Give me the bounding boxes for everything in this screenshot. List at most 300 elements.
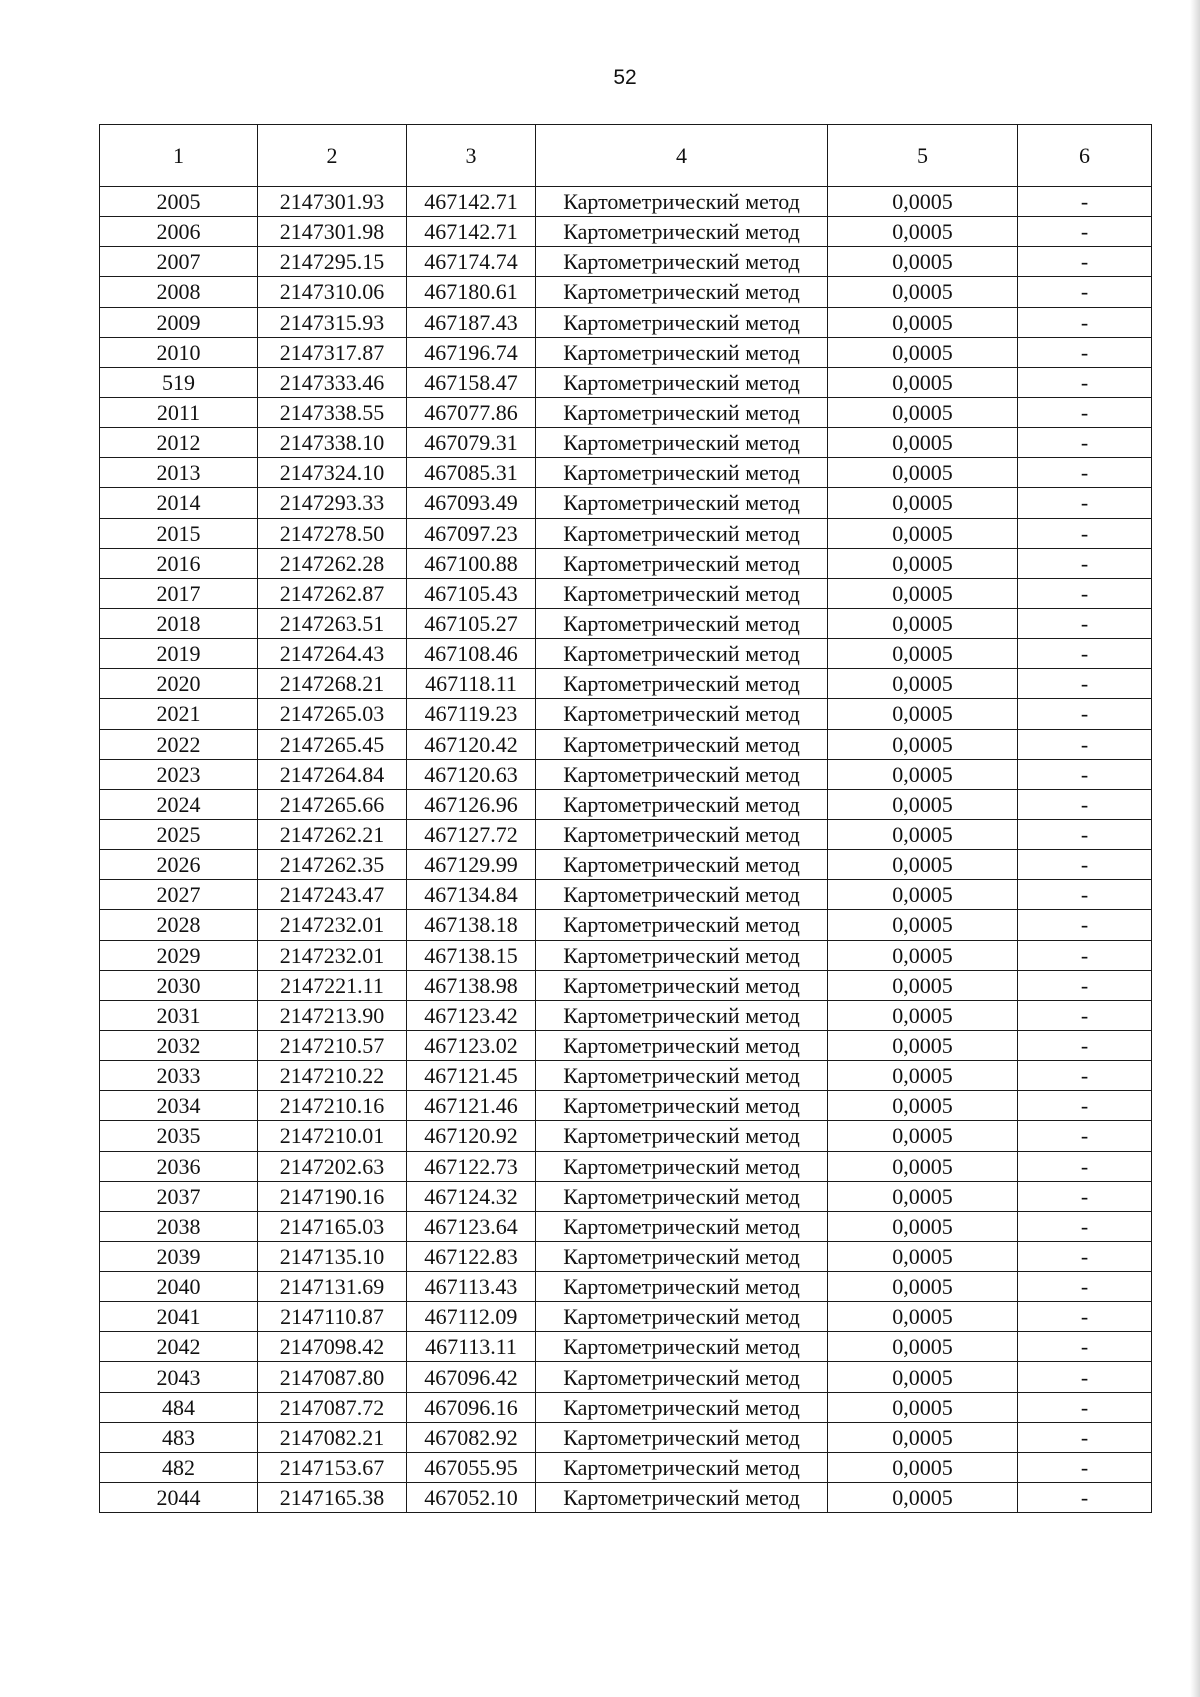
table-cell: - [1018,1211,1152,1241]
table-cell: - [1018,247,1152,277]
table-cell: - [1018,759,1152,789]
table-cell: 467126.96 [407,789,536,819]
table-cell: 0,0005 [828,910,1018,940]
table-cell: Картометрический метод [536,1272,828,1302]
table-cell: - [1018,367,1152,397]
table-cell: 2147338.55 [258,397,407,427]
table-row [100,1151,1152,1181]
table-cell: 2147098.42 [258,1332,407,1362]
table-cell: 2019 [100,639,258,669]
table-cell: 2147135.10 [258,1241,407,1271]
table-row [100,217,1152,247]
table-cell: 2147210.57 [258,1030,407,1060]
table-cell: Картометрический метод [536,548,828,578]
table-cell: - [1018,1362,1152,1392]
table-cell: 467138.15 [407,940,536,970]
table-cell: 467105.43 [407,578,536,608]
table-cell: 2013 [100,458,258,488]
table-row [100,1302,1152,1332]
table-cell: - [1018,1181,1152,1211]
table-row [100,1000,1152,1030]
table-cell: 2040 [100,1272,258,1302]
table-row [100,1091,1152,1121]
table-cell: 2021 [100,699,258,729]
table-cell: 0,0005 [828,819,1018,849]
table-cell: 2006 [100,217,258,247]
table-cell: Картометрический метод [536,1211,828,1241]
table-cell: 2147265.66 [258,789,407,819]
table-row [100,819,1152,849]
table-cell: 467180.61 [407,277,536,307]
table-cell: 467113.43 [407,1272,536,1302]
table-row [100,1121,1152,1151]
table-cell: 467077.86 [407,397,536,427]
table-cell: 2147338.10 [258,428,407,458]
table-cell: Картометрический метод [536,1422,828,1452]
table-cell: 2016 [100,548,258,578]
table-cell: 467123.02 [407,1030,536,1060]
table-cell: 0,0005 [828,1181,1018,1211]
table-row [100,1272,1152,1302]
table-cell: 0,0005 [828,1302,1018,1332]
table-row [100,1030,1152,1060]
table-cell: Картометрический метод [536,187,828,217]
table-cell: 2005 [100,187,258,217]
table-cell: 467138.18 [407,910,536,940]
table-cell: 2147264.84 [258,759,407,789]
table-row [100,428,1152,458]
table-row [100,940,1152,970]
table-cell: - [1018,940,1152,970]
table-cell: 2043 [100,1362,258,1392]
table-cell: 467113.11 [407,1332,536,1362]
table-row [100,247,1152,277]
column-header: 1 [100,125,258,187]
table-row [100,1392,1152,1422]
table-row [100,578,1152,608]
table-cell: 0,0005 [828,217,1018,247]
table-cell: - [1018,1452,1152,1482]
table-cell: - [1018,428,1152,458]
table-cell: 467174.74 [407,247,536,277]
table-cell: - [1018,1422,1152,1452]
table-cell: Картометрический метод [536,578,828,608]
table-cell: Картометрический метод [536,639,828,669]
table-cell: - [1018,1061,1152,1091]
table-row [100,850,1152,880]
table-cell: 0,0005 [828,1332,1018,1362]
table-cell: 467138.98 [407,970,536,1000]
table-cell: 2035 [100,1121,258,1151]
table-row [100,759,1152,789]
table-cell: 467123.64 [407,1211,536,1241]
table-cell: 2147087.80 [258,1362,407,1392]
table-cell: Картометрический метод [536,940,828,970]
coordinates-table [99,124,1152,1513]
table-cell: 2032 [100,1030,258,1060]
table-row [100,1332,1152,1362]
table-cell: - [1018,819,1152,849]
table-cell: 467124.32 [407,1181,536,1211]
table-cell: - [1018,639,1152,669]
table-cell: - [1018,488,1152,518]
table-cell: 2147165.03 [258,1211,407,1241]
table-row [100,910,1152,940]
table-cell: 2009 [100,307,258,337]
table-cell: 482 [100,1452,258,1482]
table-cell: - [1018,1241,1152,1271]
table-cell: Картометрический метод [536,488,828,518]
table-cell: 467079.31 [407,428,536,458]
table-cell: 2147301.98 [258,217,407,247]
table-cell: 467158.47 [407,367,536,397]
table-cell: 2147265.45 [258,729,407,759]
table-cell: 2147315.93 [258,307,407,337]
table-cell: 2044 [100,1483,258,1513]
table-cell: - [1018,608,1152,638]
table-cell: Картометрический метод [536,367,828,397]
table-cell: 2147295.15 [258,247,407,277]
table-cell: 2147265.03 [258,699,407,729]
table-row [100,1422,1152,1452]
table-cell: 2015 [100,518,258,548]
table-row [100,488,1152,518]
table-cell: 467134.84 [407,880,536,910]
table-cell: 2042 [100,1332,258,1362]
table-cell: 0,0005 [828,1211,1018,1241]
table-cell: 0,0005 [828,1422,1018,1452]
table-cell: 0,0005 [828,940,1018,970]
table-cell: 0,0005 [828,458,1018,488]
table-cell: 2147324.10 [258,458,407,488]
table-cell: - [1018,880,1152,910]
table-cell: 2023 [100,759,258,789]
table-cell: 2147221.11 [258,970,407,1000]
table-cell: 2147262.87 [258,578,407,608]
table-cell: 0,0005 [828,850,1018,880]
column-header: 6 [1018,125,1152,187]
table-cell: 467123.42 [407,1000,536,1030]
table-cell: 0,0005 [828,1362,1018,1392]
table-cell: - [1018,307,1152,337]
table-cell: 467120.63 [407,759,536,789]
table-cell: Картометрический метод [536,518,828,548]
table-cell: 0,0005 [828,428,1018,458]
table-cell: - [1018,1121,1152,1151]
table-cell: - [1018,1302,1152,1332]
table-cell: Картометрический метод [536,1030,828,1060]
table-cell: - [1018,1272,1152,1302]
table-cell: Картометрический метод [536,1362,828,1392]
table-row [100,729,1152,759]
table-cell: 2008 [100,277,258,307]
table-cell: 2027 [100,880,258,910]
table-cell: 2147278.50 [258,518,407,548]
table-cell: 2147262.35 [258,850,407,880]
table-cell: - [1018,1030,1152,1060]
table-cell: 0,0005 [828,1241,1018,1271]
table-cell: 2147333.46 [258,367,407,397]
column-header: 5 [828,125,1018,187]
table-cell: 467120.42 [407,729,536,759]
table-cell: - [1018,699,1152,729]
table-cell: Картометрический метод [536,1000,828,1030]
table-cell: 2147263.51 [258,608,407,638]
table-cell: 0,0005 [828,1091,1018,1121]
table-cell: 0,0005 [828,639,1018,669]
scan-edge [1190,0,1200,1697]
table-cell: Картометрический метод [536,217,828,247]
table-cell: - [1018,669,1152,699]
table-cell: Картометрический метод [536,669,828,699]
table-cell: 0,0005 [828,247,1018,277]
table-cell: 0,0005 [828,729,1018,759]
table-header [100,125,1152,187]
table-cell: Картометрический метод [536,699,828,729]
table-cell: 0,0005 [828,1030,1018,1060]
table-cell: - [1018,187,1152,217]
table-cell: 2036 [100,1151,258,1181]
table-cell: 0,0005 [828,759,1018,789]
table-cell: 467196.74 [407,337,536,367]
table-row [100,970,1152,1000]
table-cell: 2038 [100,1211,258,1241]
table-cell: Картометрический метод [536,1483,828,1513]
table-cell: 2147293.33 [258,488,407,518]
table-cell: 467122.73 [407,1151,536,1181]
table-cell: 2028 [100,910,258,940]
table-cell: 467108.46 [407,639,536,669]
table-cell: 2030 [100,970,258,1000]
table-cell: 2147131.69 [258,1272,407,1302]
table-cell: 0,0005 [828,277,1018,307]
table-row [100,277,1152,307]
table-cell: 467096.16 [407,1392,536,1422]
table-cell: 467085.31 [407,458,536,488]
table-cell: 0,0005 [828,307,1018,337]
table-cell: - [1018,518,1152,548]
table-cell: 467120.92 [407,1121,536,1151]
table-cell: 0,0005 [828,699,1018,729]
table-cell: Картометрический метод [536,1121,828,1151]
table-cell: 0,0005 [828,1392,1018,1422]
table-cell: Картометрический метод [536,910,828,940]
table-row [100,187,1152,217]
table-row [100,1241,1152,1271]
table-cell: 467105.27 [407,608,536,638]
table-cell: 2039 [100,1241,258,1271]
table-cell: 467052.10 [407,1483,536,1513]
table-cell: 467096.42 [407,1362,536,1392]
table-cell: Картометрический метод [536,307,828,337]
table-cell: 2033 [100,1061,258,1091]
table-cell: 467121.45 [407,1061,536,1091]
table-cell: - [1018,910,1152,940]
table-cell: 467093.49 [407,488,536,518]
table-cell: 2018 [100,608,258,638]
table-cell: Картометрический метод [536,1392,828,1422]
table-cell: 0,0005 [828,1000,1018,1030]
table-cell: 2147110.87 [258,1302,407,1332]
table-cell: 467121.46 [407,1091,536,1121]
header-row [100,125,1152,187]
table-cell: 2147190.16 [258,1181,407,1211]
table-row [100,367,1152,397]
table-row [100,307,1152,337]
table-cell: 2147301.93 [258,187,407,217]
table-cell: Картометрический метод [536,337,828,367]
table-cell: 0,0005 [828,970,1018,1000]
table-cell: 2147243.47 [258,880,407,910]
table-cell: Картометрический метод [536,397,828,427]
table-cell: Картометрический метод [536,1332,828,1362]
table-cell: 467112.09 [407,1302,536,1332]
table-cell: - [1018,1000,1152,1030]
table-cell: - [1018,397,1152,427]
table-cell: 2147153.67 [258,1452,407,1482]
table-cell: 0,0005 [828,1121,1018,1151]
table-cell: 2041 [100,1302,258,1332]
table-cell: 467129.99 [407,850,536,880]
table-cell: 483 [100,1422,258,1452]
table-cell: 467127.72 [407,819,536,849]
table-cell: Картометрический метод [536,1302,828,1332]
table-row [100,458,1152,488]
table-cell: - [1018,217,1152,247]
table-cell: Картометрический метод [536,1091,828,1121]
table-cell: 2147202.63 [258,1151,407,1181]
table-cell: 2014 [100,488,258,518]
table-row [100,1483,1152,1513]
table-cell: Картометрический метод [536,428,828,458]
table-cell: 467119.23 [407,699,536,729]
table-cell: Картометрический метод [536,880,828,910]
table-cell: 2147210.22 [258,1061,407,1091]
table-cell: 2026 [100,850,258,880]
table-cell: Картометрический метод [536,850,828,880]
table-row [100,639,1152,669]
table-cell: 2007 [100,247,258,277]
table-row [100,608,1152,638]
table-cell: Картометрический метод [536,1452,828,1482]
table-cell: 0,0005 [828,1151,1018,1181]
table-cell: 2147310.06 [258,277,407,307]
table-cell: 467118.11 [407,669,536,699]
table-cell: Картометрический метод [536,277,828,307]
table-cell: 0,0005 [828,1452,1018,1482]
table-cell: 2011 [100,397,258,427]
table-cell: Картометрический метод [536,1061,828,1091]
table-cell: 467142.71 [407,217,536,247]
table-cell: 2029 [100,940,258,970]
table-cell: 0,0005 [828,880,1018,910]
table-cell: Картометрический метод [536,789,828,819]
table-cell: 467055.95 [407,1452,536,1482]
table-cell: 2037 [100,1181,258,1211]
table-cell: Картометрический метод [536,608,828,638]
table-cell: 519 [100,367,258,397]
table-cell: 0,0005 [828,367,1018,397]
table-cell: Картометрический метод [536,1151,828,1181]
table-cell: 2147268.21 [258,669,407,699]
table-cell: Картометрический метод [536,759,828,789]
table-cell: 2012 [100,428,258,458]
table-cell: Картометрический метод [536,1241,828,1271]
table-cell: 2147165.38 [258,1483,407,1513]
table-cell: 2147317.87 [258,337,407,367]
table-row [100,699,1152,729]
table-cell: 2147232.01 [258,910,407,940]
table-cell: 0,0005 [828,1272,1018,1302]
column-header: 4 [536,125,828,187]
table-row [100,789,1152,819]
table-cell: - [1018,458,1152,488]
column-header: 2 [258,125,407,187]
table-cell: 0,0005 [828,789,1018,819]
table-cell: Картометрический метод [536,458,828,488]
table-cell: 467142.71 [407,187,536,217]
table-cell: 467097.23 [407,518,536,548]
table-cell: - [1018,548,1152,578]
table-cell: 0,0005 [828,1483,1018,1513]
table-cell: - [1018,970,1152,1000]
table-cell: 2147232.01 [258,940,407,970]
table-cell: 0,0005 [828,1061,1018,1091]
table-row [100,337,1152,367]
table-cell: 2034 [100,1091,258,1121]
table-cell: 0,0005 [828,608,1018,638]
table-row [100,548,1152,578]
table-cell: - [1018,1151,1152,1181]
table-cell: - [1018,729,1152,759]
table-cell: 484 [100,1392,258,1422]
table-cell: Картометрический метод [536,729,828,759]
table-cell: 2147210.16 [258,1091,407,1121]
table-cell: 2022 [100,729,258,759]
table-row [100,880,1152,910]
table-row [100,1362,1152,1392]
table-cell: - [1018,578,1152,608]
table-cell: - [1018,850,1152,880]
table-cell: 2147262.21 [258,819,407,849]
table-row [100,1181,1152,1211]
table-cell: 0,0005 [828,518,1018,548]
table-cell: - [1018,277,1152,307]
table-row [100,1061,1152,1091]
table-cell: 2147264.43 [258,639,407,669]
table-cell: 0,0005 [828,548,1018,578]
table-cell: 2031 [100,1000,258,1030]
table-cell: 2147213.90 [258,1000,407,1030]
table-cell: 2147210.01 [258,1121,407,1151]
table-cell: - [1018,337,1152,367]
table-cell: 0,0005 [828,337,1018,367]
table-cell: - [1018,1332,1152,1362]
table-body [100,187,1152,1513]
table-cell: 467100.88 [407,548,536,578]
table-cell: - [1018,1392,1152,1422]
table-cell: 2147087.72 [258,1392,407,1422]
table-cell: 467122.83 [407,1241,536,1271]
table-cell: 2017 [100,578,258,608]
table-cell: Картометрический метод [536,247,828,277]
table-cell: Картометрический метод [536,970,828,1000]
table-row [100,518,1152,548]
table-row [100,397,1152,427]
table-cell: 2010 [100,337,258,367]
table-cell: - [1018,789,1152,819]
table-row [100,669,1152,699]
